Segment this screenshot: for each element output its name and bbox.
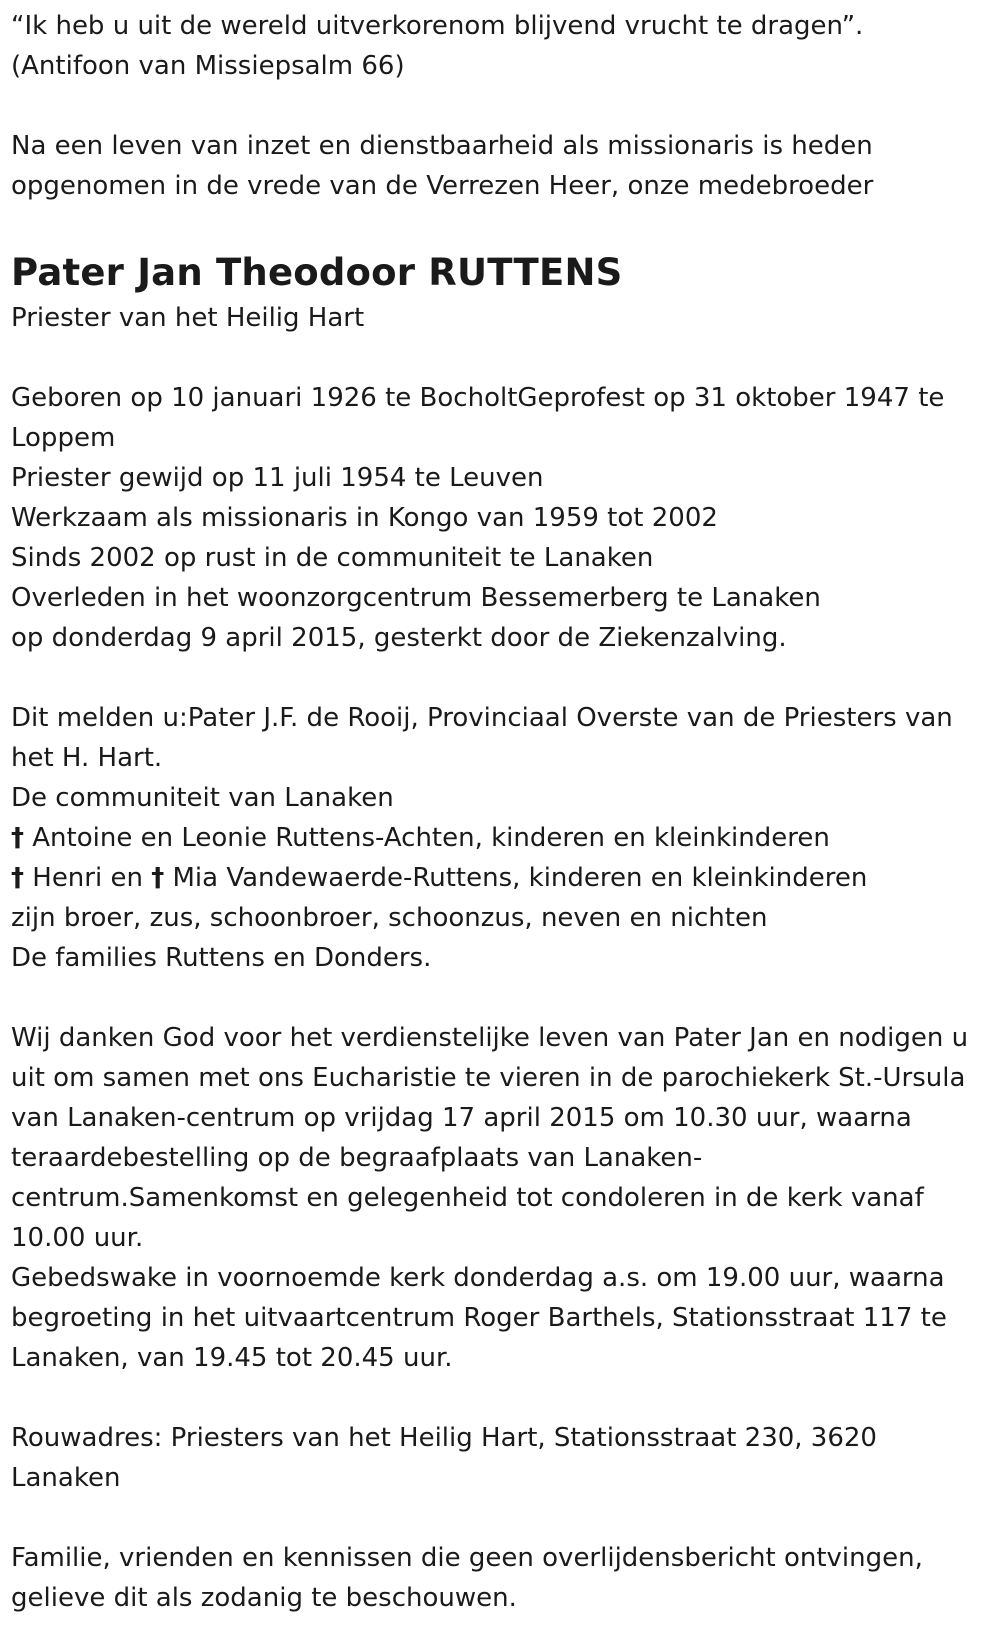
announcer-line — [11, 858, 990, 898]
biography-line: op donderdag 9 april 2015, gesterkt door de Ziekenzalving. — [11, 623, 787, 653]
service-line: van Lanaken-centrum op vrijdag 17 april 2015 om 10.30 uur, waarna — [11, 1103, 912, 1133]
scripture-quote — [11, 6, 990, 86]
biography-paragraph — [11, 378, 990, 658]
service-line: 10.00 uur. — [11, 1223, 144, 1253]
cross-icon: † — [151, 863, 165, 893]
announcers-paragraph — [11, 698, 990, 978]
service-paragraph — [11, 1018, 990, 1378]
service-line: teraardebestelling op de begraafplaats van Lanaken- — [11, 1143, 703, 1173]
announcer-line: het H. Hart. — [11, 743, 163, 773]
intro-line: opgenomen in de vrede van de Verrezen Heer, onze medebroeder — [11, 171, 874, 201]
deceased-title: Priester van het Heilig Hart — [11, 303, 365, 333]
cross-icon: † — [11, 863, 24, 893]
announcer-line: zijn broer, zus, schoonbroer, schoonzus, neven en nichten — [11, 903, 768, 933]
biography-line: Sinds 2002 op rust in de communiteit te Lanaken — [11, 543, 654, 573]
address-line: Rouwadres: Priesters van het Heilig Hart, Stationsstraat 230, 3620 — [11, 1423, 877, 1453]
intro-line: Na een leven van inzet en dienstbaarheid als missionaris is heden — [11, 131, 873, 161]
announcer-line: De communiteit van Lanaken — [11, 783, 394, 813]
announcer-text: Henri en — [24, 863, 152, 893]
service-line: Wij danken God voor het verdienstelijke leven van Pater Jan en nodigen u — [11, 1023, 969, 1053]
quote-source: (Antifoon van Missiepsalm 66) — [11, 51, 405, 81]
biography-line: Werkzaam als missionaris in Kongo van 1959 tot 2002 — [11, 503, 718, 533]
address-line: Lanaken — [11, 1463, 121, 1493]
service-line: uit om samen met ons Eucharistie te vieren in de parochiekerk St.-Ursula — [11, 1063, 966, 1093]
closing-line: Familie, vrienden en kennissen die geen overlijdensbericht ontvingen, — [11, 1543, 923, 1573]
deceased-name: Pater Jan Theodoor RUTTENS — [11, 251, 623, 294]
announcer-line: De families Ruttens en Donders. — [11, 943, 432, 973]
biography-line: Overleden in het woonzorgcentrum Bessemerberg te Lanaken — [11, 583, 821, 613]
closing-line: gelieve dit als zodanig te beschouwen. — [11, 1583, 517, 1613]
biography-line: Geboren op 10 januari 1926 te BocholtGeprofest op 31 oktober 1947 te — [11, 383, 945, 413]
intro-paragraph — [11, 126, 990, 206]
service-line: begroeting in het uitvaartcentrum Roger Barthels, Stationsstraat 117 te — [11, 1303, 947, 1333]
announcer-text: Antoine en Leonie Ruttens-Achten, kinderen en kleinkinderen — [24, 823, 830, 853]
announcer-line: Dit melden u:Pater J.F. de Rooij, Provinciaal Overste van de Priesters van — [11, 703, 953, 733]
service-line: centrum.Samenkomst en gelegenheid tot condoleren in de kerk vanaf — [11, 1183, 924, 1213]
service-line: Lanaken, van 19.45 tot 20.45 uur. — [11, 1343, 453, 1373]
address-paragraph — [11, 1418, 990, 1498]
biography-line: Priester gewijd op 11 juli 1954 te Leuven — [11, 463, 544, 493]
service-line: Gebedswake in voornoemde kerk donderdag a.s. om 19.00 uur, waarna — [11, 1263, 945, 1293]
announcer-line — [11, 818, 990, 858]
biography-line: Loppem — [11, 423, 116, 453]
quote-text: “Ik heb u uit de wereld uitverkorenom blijvend vrucht te dragen”. — [11, 11, 864, 41]
cross-icon: † — [11, 823, 24, 853]
closing-paragraph — [11, 1538, 990, 1618]
announcer-text: Mia Vandewaerde-Ruttens, kinderen en kleinkinderen — [164, 863, 868, 893]
